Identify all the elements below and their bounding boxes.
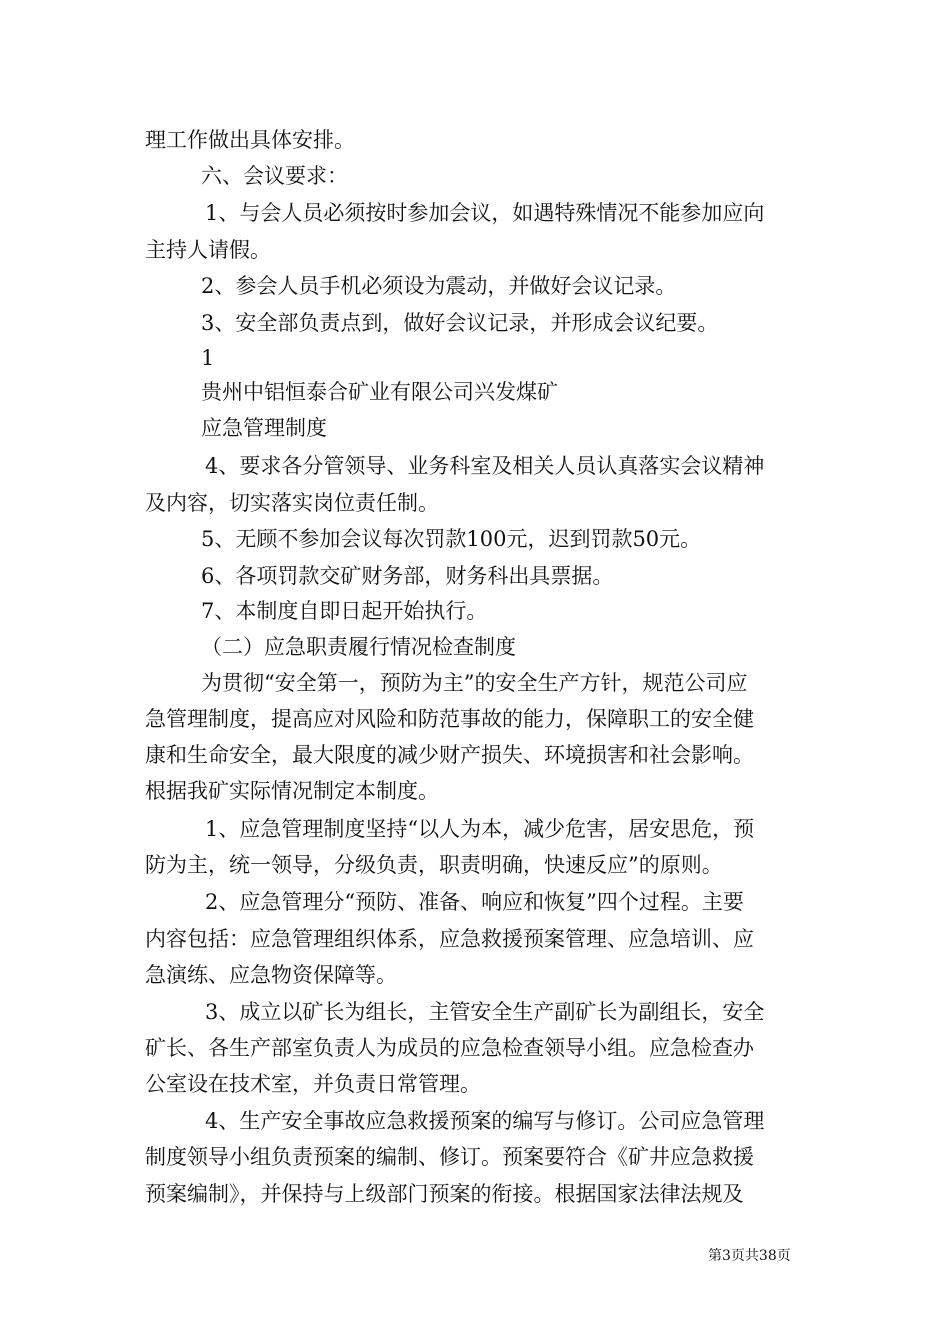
text-line: 康和生命安全，最大限度的减少财产损失、环境损害和社会影响。 (145, 743, 754, 767)
text-line: 制度领导小组负责预案的编制、修订。预案要符合《矿井应急救援 (145, 1145, 754, 1169)
text-line: 内容包括：应急管理组织体系，应急救援预案管理、应急培训、应 (145, 927, 754, 951)
section-heading: 六、会议要求： (201, 164, 348, 188)
page-number-inline: 1 (201, 346, 215, 370)
text-line: 急演练、应急物资保障等。 (145, 963, 397, 987)
document-title: 应急管理制度 (201, 416, 327, 440)
text-line: 7、本制度自即日起开始执行。 (201, 599, 488, 623)
text-line: 为贯彻“安全第一，预防为主”的安全生产方针，规范公司应 (201, 671, 748, 695)
text-line: 6、各项罚款交矿财务部，财务科出具票据。 (201, 564, 614, 588)
company-name: 贵州中铝恒泰合矿业有限公司兴发煤矿 (201, 380, 558, 404)
text-line: 1、与会人员必须按时参加会议，如遇特殊情况不能参加应向 (205, 201, 765, 225)
text-line: 4、生产安全事故应急救援预案的编写与修订。公司应急管理 (205, 1109, 765, 1133)
text-line: 根据我矿实际情况制定本制度。 (145, 779, 439, 803)
text-line: 防为主，统一领导，分级负责，职责明确，快速反应”的原则。 (145, 853, 723, 877)
text-line: 4、要求各分管领导、业务科室及相关人员认真落实会议精神 (205, 454, 765, 478)
text-line: 矿长、各生产部室负责人为成员的应急检查领导小组。应急检查办 (145, 1036, 754, 1060)
section-heading: （二）应急职责履行情况检查制度 (201, 635, 516, 659)
text-line: 预案编制》，并保持与上级部门预案的衔接。根据国家法律法规及 (145, 1182, 744, 1206)
text-line: 主持人请假。 (145, 238, 271, 262)
text-line: 2、参会人员手机必须设为震动，并做好会议记录。 (201, 274, 677, 298)
text-line: 2、应急管理分“预防、准备、响应和恢复”四个过程。主要 (205, 890, 744, 914)
text-line: 1、应急管理制度坚持“以人为本，减少危害，居安思危，预 (205, 817, 755, 841)
text-line: 急管理制度，提高应对风险和防范事故的能力，保障职工的安全健 (145, 707, 754, 731)
page-footer: 第3页共38页 (708, 1248, 791, 1264)
text-line: 及内容，切实落实岗位责任制。 (145, 491, 439, 515)
text-line: 3、成立以矿长为组长，主管安全生产副矿长为副组长，安全 (205, 1000, 765, 1024)
text-line: 3、安全部负责点到，做好会议记录，并形成会议纪要。 (201, 311, 719, 335)
text-line: 公室设在技术室，并负责日常管理。 (145, 1072, 481, 1096)
text-line: 理工作做出具体安排。 (145, 128, 355, 152)
text-line: 5、无顾不参加会议每次罚款100元，迟到罚款50元。 (201, 527, 702, 551)
